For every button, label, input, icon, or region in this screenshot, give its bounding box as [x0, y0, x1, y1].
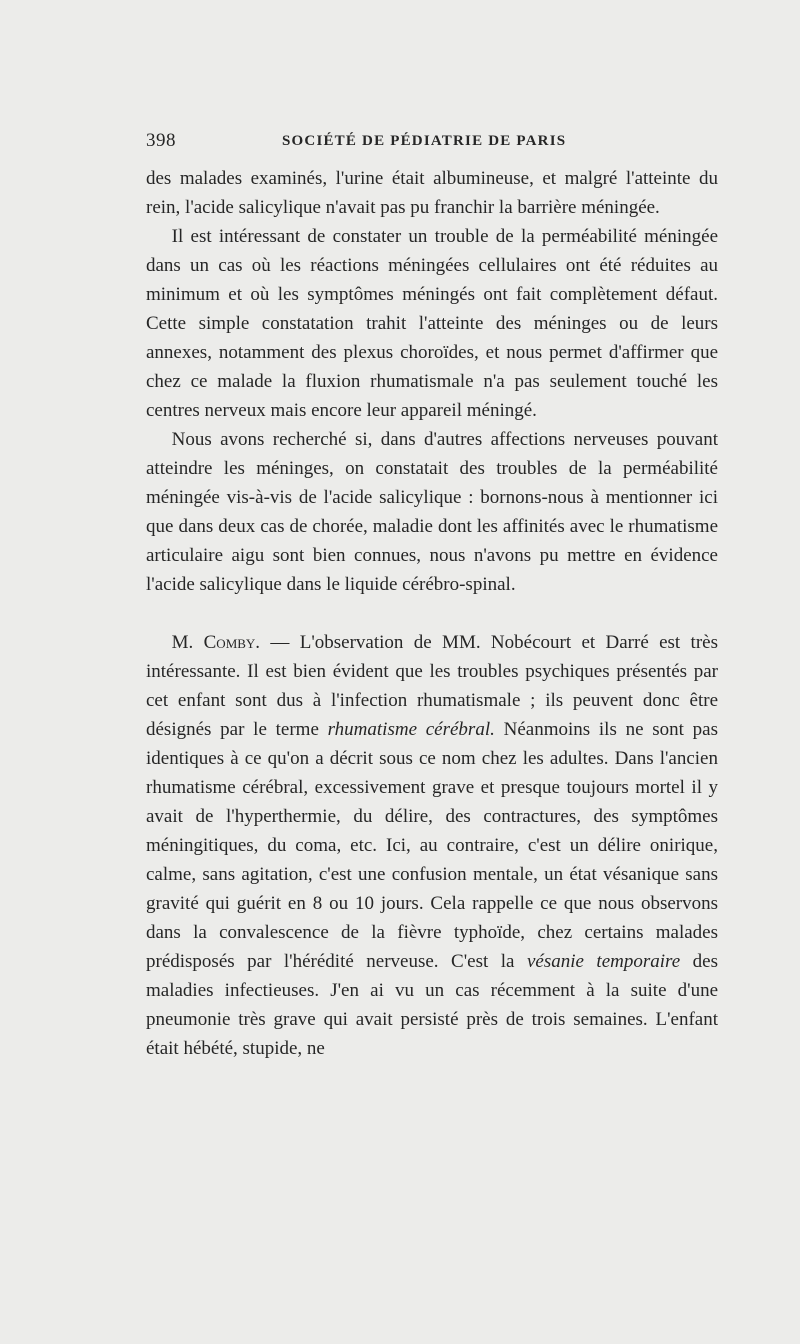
paragraph-chorea: Nous avons recherché si, dans d'autres affections nerveuses pouvant atteindre les méninges, on constatait des troubles de la perméabilité méningée vis-à-vis de l'acide salicylique : bornons-nous à mentionner ici que dans deux cas de chorée, maladie dont les affinités avec le rhumatisme articulaire aigu sont bien connues, nous n'avons pu mettre en évidence l'acide salicylique dans le liquide cérébro-spinal. [146, 429, 718, 595]
italic-term-rhumatisme-cerebral: rhumatisme cérébral. [327, 719, 495, 740]
speaker-name: M. Comby. [171, 632, 261, 653]
italic-term-vesanie-temporaire: vésanie temporaire [526, 951, 681, 972]
page-number: 398 [146, 130, 176, 151]
comby-text-part-3: des maladies infectieuses. J'en ai vu un cas récemment à la suite d'une pneumonie très grave qui avait persisté près de trois semaines. L'enfant était hébété, stupide, ne [146, 951, 718, 1059]
paragraph-continuation: des malades examinés, l'urine était albumineuse, et malgré l'atteinte du rein, l'acide salicylique n'avait pas pu franchir la barrière méningée. [146, 168, 718, 218]
comby-text-part-2: Néanmoins ils ne sont pas identiques à ce qu'on a décrit sous ce nom chez les adultes. Dans l'ancien rhumatisme cérébral, excessivement grave et presque toujours mortel il y avait de l'hyperthermie, du délire, des contractures, des symptômes méningitiques, du coma, etc. Ici, au contraire, c'est un délire onirique, calme, sans agitation, c'est une confusion mentale, un état vésanique sans gravité qui guérit en 8 ou 10 jours. Cela rappelle ce que nous observons dans la convalescence de la fièvre typhoïde, chez certains malades prédisposés par l'hérédité nerveuse. C'est la [146, 719, 719, 972]
paragraph-permeability: Il est intéressant de constater un trouble de la perméabilité méningée dans un cas où les réactions méningées cellulaires ont été réduites au minimum et où les symptômes méningés ont fait complètement défaut. Cette simple constatation trahit l'atteinte des méninges ou de leurs annexes, notamment des plexus choroïdes, et nous permet d'affirmer que chez ce malade la fluxion rhumatismale n'a pas seulement touché les centres nerveux mais encore leur appareil méningé. [146, 226, 718, 421]
paragraph-comby-remarks [146, 628, 718, 1063]
page-header [146, 130, 718, 158]
body-text [146, 164, 718, 1063]
running-head: SOCIÉTÉ DE PÉDIATRIE DE PARIS [282, 133, 567, 149]
comby-text-part-1: — L'observation de MM. Nobécourt et Darré est très intéressante. Il est bien évident que les troubles psychiques présentés par cet enfant sont dus à l'infection rhumatismale ; ils peuvent donc être désignés par le terme [146, 632, 718, 740]
